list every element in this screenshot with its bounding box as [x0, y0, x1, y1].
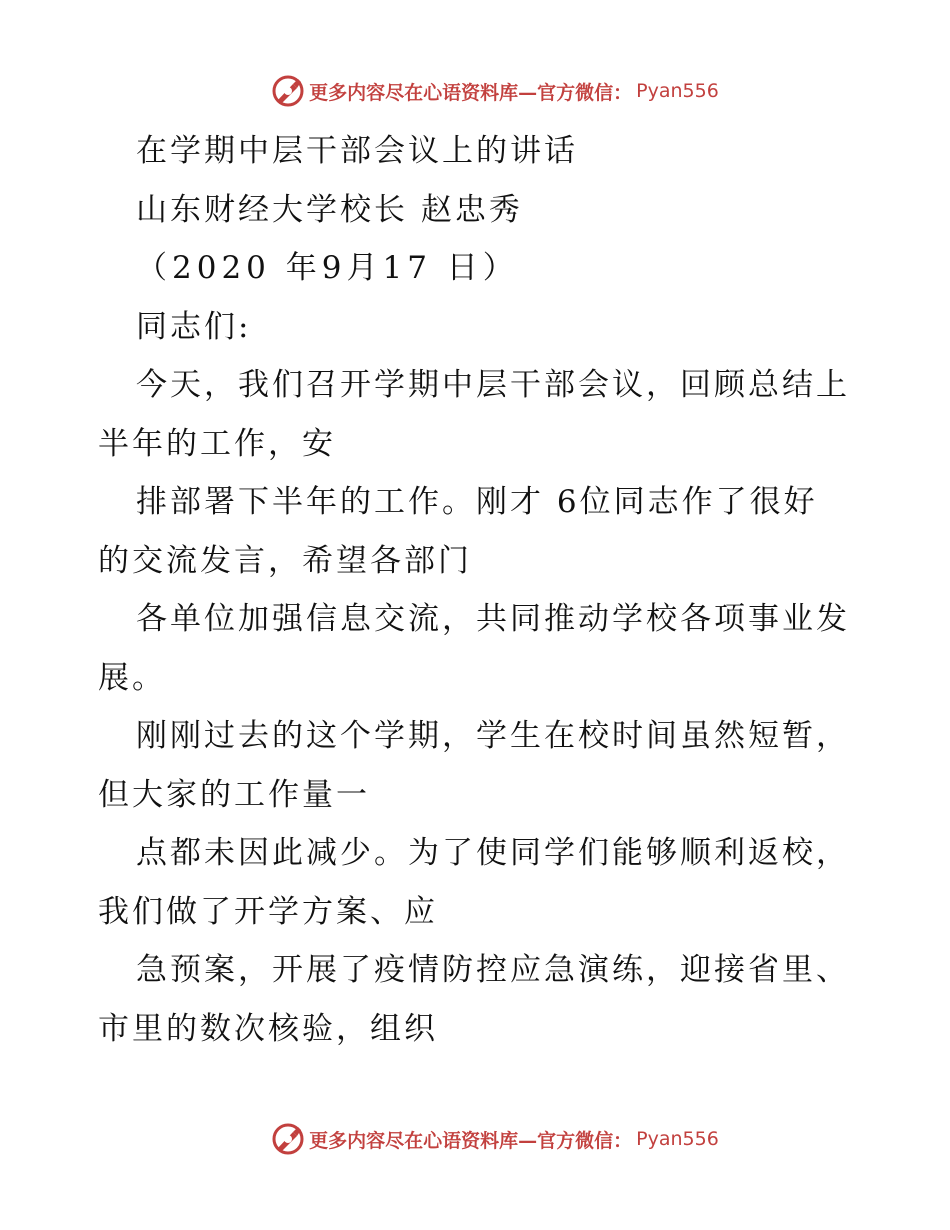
header-banner-wechat-id: Pyan556	[636, 80, 719, 102]
pen-logo-icon	[271, 74, 305, 108]
document-salutation: 同志们:	[136, 308, 252, 345]
paragraph-line: 半年的工作，安	[98, 425, 336, 462]
paragraph-line: 排部署下半年的工作。刚才 6位同志作了很好	[136, 484, 818, 520]
footer-banner-text: 更多内容尽在心语资料库—官方微信：	[309, 1129, 633, 1152]
header-banner-content	[271, 74, 719, 108]
paragraph-line: 各单位加强信息交流，共同推动学校各项事业发	[136, 601, 850, 637]
paragraph-line: 展。	[98, 659, 166, 696]
footer-banner-wechat-id: Pyan556	[636, 1128, 719, 1150]
header-banner-text: 更多内容尽在心语资料库—官方微信：	[309, 81, 633, 104]
paragraph-line: 刚刚过去的这个学期，学生在校时间虽然短暂，	[136, 718, 850, 754]
paragraph-line: 急预案，开展了疫情防控应急演练，迎接省里、	[136, 952, 850, 988]
paragraph-line: 市里的数次核验，组织	[98, 1010, 438, 1047]
document-body	[98, 122, 898, 1058]
document-author: 山东财经大学校长 赵忠秀	[136, 191, 523, 228]
paragraph-line: 我们做了开学方案、应	[98, 893, 438, 930]
header-banner	[0, 71, 950, 111]
document-title: 在学期中层干部会议上的讲话	[136, 133, 578, 169]
paragraph-line: 但大家的工作量一	[98, 776, 370, 813]
footer-banner	[0, 1119, 950, 1159]
paragraph-line: 点都未因此减少。为了使同学们能够顺利返校，	[136, 835, 850, 871]
footer-banner-content	[271, 1122, 719, 1156]
document-date: （2020 年9月17 日）	[136, 250, 519, 286]
paragraph-line: 的交流发言，希望各部门	[98, 542, 472, 579]
paragraph-line: 今天，我们召开学期中层干部会议，回顾总结上	[136, 367, 850, 403]
pen-logo-icon	[271, 1122, 305, 1156]
